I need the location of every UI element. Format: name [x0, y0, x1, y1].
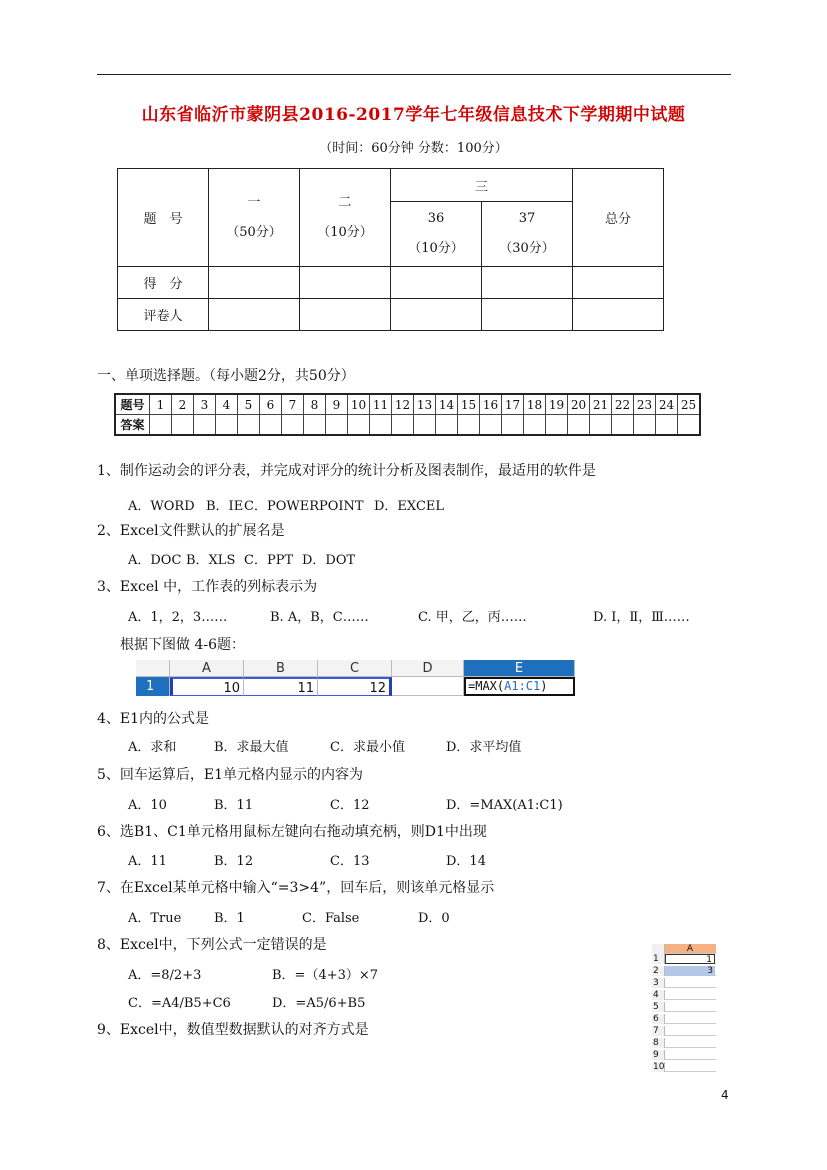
question-8-options-cd: C．=A4/B5+C6 D．=A5/6+B5	[128, 996, 366, 1011]
mini-sheet-row	[652, 966, 716, 976]
question-8-options-ab: A．=8/2+3 B．=（4+3）×7	[128, 968, 379, 983]
answer-grid-number: 6	[260, 394, 282, 415]
question-1: 1、制作运动会的评分表，并完成对评分的统计分析及图表制作，最适用的软件是	[97, 463, 596, 479]
mini-sheet-row	[652, 990, 716, 1000]
answer-grid-cell	[304, 415, 326, 436]
answer-grid-cell	[524, 415, 546, 436]
excel-row-1: 1	[136, 677, 170, 696]
mini-sheet-row-number: 1	[652, 954, 665, 964]
score-col-36: 36 （10分）	[391, 202, 482, 267]
answer-grid-cell	[656, 415, 678, 436]
answer-grid-number: 16	[480, 394, 502, 415]
excel-col-e: E	[464, 660, 575, 677]
question-6: 6、选B1、C1单元格用鼠标左键向右拖动填充柄，则D1中出现	[97, 824, 487, 840]
mini-sheet-row-number: 3	[652, 978, 665, 988]
score-row-pingjuanren: 评卷人	[118, 299, 209, 331]
answer-grid-number: 1	[150, 394, 172, 415]
answer-grid-cell	[612, 415, 634, 436]
answer-grid-cell	[634, 415, 656, 436]
answer-grid-number: 20	[568, 394, 590, 415]
mini-sheet-row	[652, 1038, 716, 1048]
answer-grid-number: 9	[326, 394, 348, 415]
answer-grid-cell	[480, 415, 502, 436]
mini-sheet-row-number: 2	[652, 966, 665, 976]
mini-sheet-row-number: 4	[652, 990, 665, 1000]
answer-grid-number: 21	[590, 394, 612, 415]
answer-grid-cell	[568, 415, 590, 436]
answer-grid-cell	[590, 415, 612, 436]
mini-sheet-col-a: A	[686, 944, 694, 954]
answer-grid-number: 18	[524, 394, 546, 415]
question-2: 2、Excel文件默认的扩展名是	[97, 523, 285, 539]
exam-subtitle: （时间：60分钟 分数：100分）	[319, 141, 508, 156]
excel-cell-c1: 12	[318, 677, 392, 696]
question-8: 8、Excel中，下列公式一定错误的是	[97, 937, 327, 953]
mini-sheet-row	[652, 1062, 716, 1072]
answer-grid-cell	[436, 415, 458, 436]
answer-grid-cell	[458, 415, 480, 436]
mini-sheet-row-number: 5	[652, 1002, 665, 1012]
excel-col-b: B	[244, 660, 318, 677]
answer-grid-number: 5	[238, 394, 260, 415]
question-4-options: A．求和 B．求最大值 C．求最小值 D．求平均值	[128, 740, 522, 755]
score-table	[117, 168, 664, 331]
answer-grid-label-answer: 答案	[115, 415, 150, 436]
score-col-3: 三	[391, 169, 573, 202]
question-7-options: A．True B．1 C．False D．0	[128, 911, 450, 926]
score-row-defen: 得 分	[118, 267, 209, 299]
excel-col-c: C	[318, 660, 392, 677]
answer-grid-number: 19	[546, 394, 568, 415]
score-col-1: 一 （50分）	[209, 169, 300, 267]
answer-grid-number: 13	[414, 394, 436, 415]
question-5: 5、回车运算后，E1单元格内显示的内容为	[97, 767, 364, 783]
mini-sheet-row	[652, 954, 716, 964]
answer-grid-number: 11	[370, 394, 392, 415]
answer-grid-cell	[502, 415, 524, 436]
excel-col-d: D	[392, 660, 464, 677]
excel-strip	[136, 660, 591, 696]
answer-grid-number: 17	[502, 394, 524, 415]
mini-sheet-row-number: 8	[652, 1038, 665, 1048]
answer-grid-cell	[326, 415, 348, 436]
answer-grid-cell	[238, 415, 260, 436]
mini-sheet-a1: 1	[665, 954, 715, 964]
answer-grid-cell	[150, 415, 172, 436]
score-col-total: 总分	[573, 169, 664, 267]
answer-grid-number: 22	[612, 394, 634, 415]
excel-cell-b1: 11	[244, 677, 318, 696]
answer-grid-number: 24	[656, 394, 678, 415]
excel-col-a: A	[170, 660, 244, 677]
answer-grid-number: 25	[678, 394, 701, 415]
answer-grid-cell	[348, 415, 370, 436]
answer-grid-number: 23	[634, 394, 656, 415]
answer-grid-number: 3	[194, 394, 216, 415]
mini-sheet-row-number: 9	[652, 1050, 665, 1060]
question-3-options: A．1，2，3…… B. A，B，C…… C. 甲，乙，丙…… D. Ⅰ，Ⅱ，Ⅲ……	[128, 610, 690, 625]
question-2-options: A．DOC B．XLS C．PPT D．DOT	[128, 553, 356, 568]
question-4: 4、E1内的公式是	[97, 711, 210, 727]
answer-grid-number: 10	[348, 394, 370, 415]
mini-sheet-row-number: 6	[652, 1014, 665, 1024]
answer-grid-cell	[546, 415, 568, 436]
answer-grid-cell	[260, 415, 282, 436]
question-1-options: A．WORD B．IEC．POWERPOINT D．EXCEL	[128, 499, 445, 514]
question-3-note: 根据下图做 4-6题：	[120, 637, 245, 653]
answer-grid-cell	[414, 415, 436, 436]
mini-sheet-row	[652, 978, 716, 988]
mini-sheet-row	[652, 1002, 716, 1012]
answer-grid-cell	[678, 415, 701, 436]
header-rule	[97, 74, 731, 75]
question-7: 7、在Excel某单元格中输入“=3>4”，回车后，则该单元格显示	[97, 880, 495, 896]
answer-grid-number: 12	[392, 394, 414, 415]
answer-grid-cell	[172, 415, 194, 436]
answer-grid	[114, 393, 701, 436]
answer-grid-cell	[216, 415, 238, 436]
exam-title: 山东省临沂市蒙阴县2016-2017学年七年级信息技术下学期期中试题	[141, 105, 686, 125]
answer-grid-number: 15	[458, 394, 480, 415]
answer-grid-cell	[370, 415, 392, 436]
excel-cell-a1: 10	[170, 677, 244, 696]
mini-sheet-a2: 3	[665, 966, 715, 976]
question-3: 3、Excel 中，工作表的列标表示为	[97, 579, 318, 595]
page-number: 4	[721, 1088, 729, 1102]
mini-sheet	[652, 944, 716, 1076]
section-1-heading: 一、单项选择题。（每小题2分，共50分）	[97, 368, 355, 384]
answer-grid-cell	[194, 415, 216, 436]
answer-grid-cell	[282, 415, 304, 436]
question-5-options: A．10 B．11 C．12 D．=MAX(A1:C1)	[128, 798, 563, 813]
answer-grid-number: 14	[436, 394, 458, 415]
answer-grid-number: 2	[172, 394, 194, 415]
question-9: 9、Excel中，数值型数据默认的对齐方式是	[97, 1022, 369, 1038]
score-col-2: 二 （10分）	[300, 169, 391, 267]
mini-sheet-row-number: 7	[652, 1026, 665, 1036]
score-header-label: 题 号	[118, 169, 209, 267]
answer-grid-number: 4	[216, 394, 238, 415]
mini-sheet-row	[652, 1050, 716, 1060]
question-6-options: A．11 B．12 C．13 D．14	[128, 854, 486, 869]
mini-sheet-row	[652, 1014, 716, 1024]
mini-sheet-row	[652, 1026, 716, 1036]
answer-grid-number: 7	[282, 394, 304, 415]
mini-sheet-row-number: 10	[653, 1062, 665, 1072]
answer-grid-cell	[392, 415, 414, 436]
excel-cell-e1: =MAX(A1:C1)	[464, 677, 575, 696]
answer-grid-label-number: 题号	[115, 394, 150, 415]
score-col-37: 37 （30分）	[482, 202, 573, 267]
excel-cell-d1	[392, 677, 464, 696]
answer-grid-number: 8	[304, 394, 326, 415]
